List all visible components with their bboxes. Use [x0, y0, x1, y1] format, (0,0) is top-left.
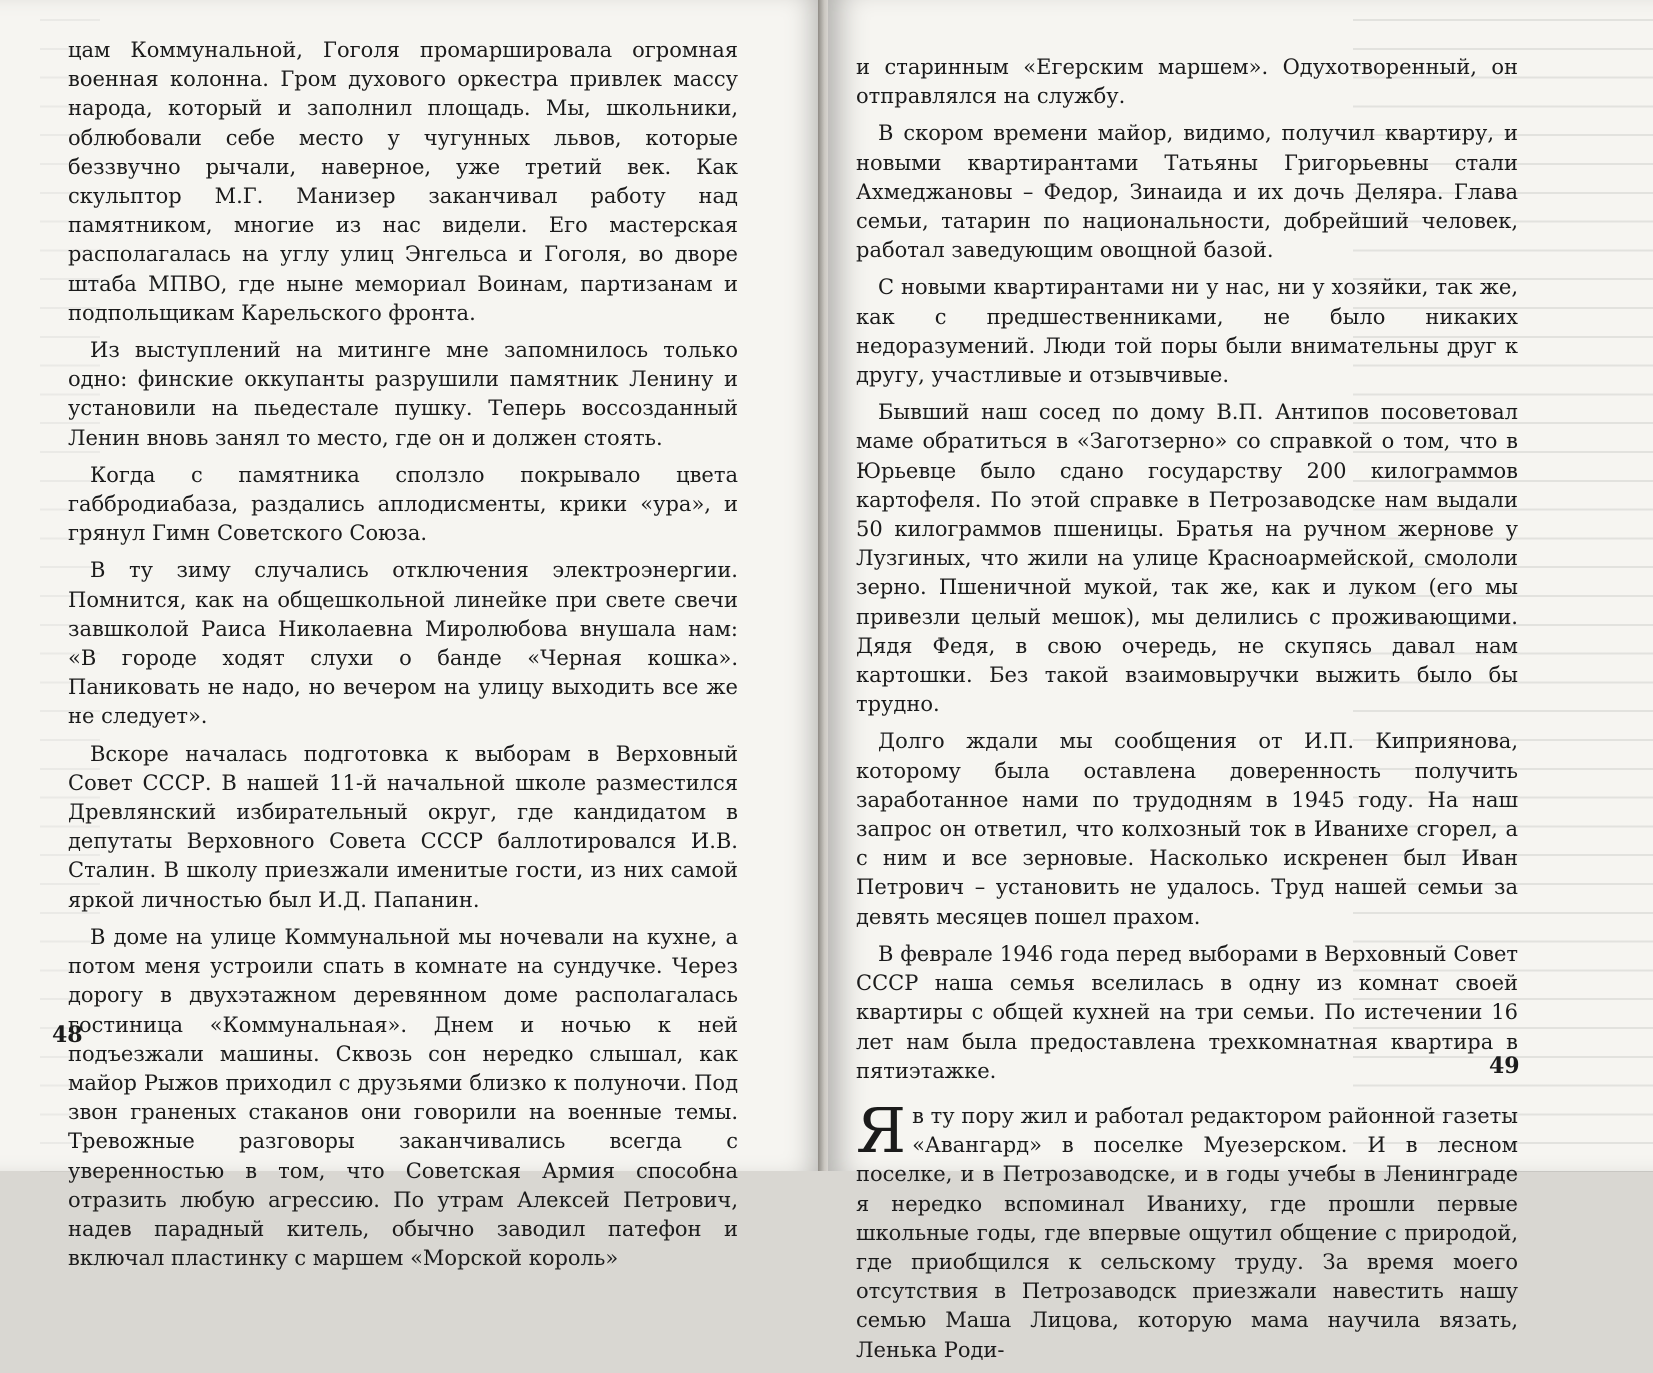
paragraph: Когда с памятника сползло покрывало цвета габбродиабаза, раздались аплодисменты, крики «ура», и грянул Гимн Советского Союза. [68, 462, 738, 546]
paragraph: В ту зиму случались отключения электроэнергии. Помнится, как на общешкольной линейке при свете свечи завшколой Раиса Николаевна Миролюбова внушала нам: «В городе ходят слухи о банде «Черная кошка». Паниковать не надо, но вечером на улицу выходить все же не следует». [68, 558, 738, 729]
paragraph: Из выступлений на митинге мне запомнилось только одно: финские оккупанты разрушили памятник Ленину и установили на пьедестале пушку. Теперь воссозданный Ленин вновь занял то место, где он и должен стоять. [68, 338, 738, 450]
section-text: в ту пору жил и работал редактором районной газеты «Авангард» в поселке Муезерском. И в лесном поселке, и в Петрозаводске, и в годы учебы в Ленинграде я нередко вспоминал Иваниху, где прошли первые школьные годы, где впервые ощутил общение с природой, где приобщился к сельскому труду. За время моего отсутствия в Петрозаводск приезжали навестить нашу семью Маша Лицова, которую мама научила вязать, Ленька Роди- [856, 1103, 1518, 1362]
left-page-body [68, 36, 738, 1281]
paragraph: Бывший наш сосед по дому В.П. Антипов посоветовал маме обратиться в «Заготзерно» со справкой о том, что в Юрьевце было сдано государству 200 килограммов картофеля. По этой справке в Петрозаводске нам выдали 50 килограммов пшеницы. Братья на ручном жернове у Лузгиных, что жили на улице Красноармейской, смололи зерно. Пшеничной мукой, так же, как и луком (его мы привезли целый мешок), мы делились с проживающими. Дядя Федя, в свою очередь, не скупясь давал нам картошки. Без такой взаимовыручки выжить было бы трудно. [856, 400, 1518, 717]
section-paragraph [856, 1093, 1518, 1365]
paragraph: В доме на улице Коммунальной мы ночевали на кухне, а потом меня устроили спать в комнате на сундучке. Через дорогу в двухэтажном деревянном доме располагалась гостиница «Коммунальная». Днем и ночью к ней подъезжали машины. Сквозь сон нередко слышал, как майор Рыжов приходил с друзьями близко к полуночи. Под звон граненых стаканов они говорили на военные темы. Тревожные разговоры заканчивались всегда с уверенностью в том, что Советская Армия способна отразить любую агрессию. По утрам Алексей Петрович, надев парадный китель, обычно заводил патефон и включал пластинку с маршем «Морской король» [68, 924, 738, 1271]
paragraph: В феврале 1946 года перед выборами в Верховный Совет СССР наша семья вселилась в одну из комнат своей квартиры с общей кухней на три семьи. По истечении 16 лет нам была предоставлена трехкомнатная квартира в пятиэтажке. [856, 941, 1518, 1083]
paragraph: и старинным «Егерским маршем». Одухотворенный, он отправлялся на службу. [856, 55, 1518, 109]
page-number-right: 49 [1489, 1053, 1520, 1079]
page-number-left: 48 [52, 1022, 83, 1048]
paragraph: Долго ждали мы сообщения от И.П. Киприянова, которому была оставлена доверенность получить заработанное нами по трудодням в 1945 году. На наш запрос он ответил, что колхозный ток в Иванихе сгорел, а с ним и все зерновые. Насколько искренен был Иван Петрович – установить не удалось. Труд нашей семьи за девять месяцев пошел прахом. [856, 729, 1518, 929]
left-page [0, 0, 822, 1271]
right-page-body [856, 53, 1518, 1373]
drop-cap: Я [856, 1093, 907, 1167]
paragraph: Вскоре началась подготовка к выборам в Верховный Совет СССР. В нашей 11-й начальной школе разместился Древлянский избирательный округ, где кандидатом в депутаты Верховного Совета СССР баллотировался И.В. Сталин. В школу приезжали именитые гости, из них самой яркой личностью был И.Д. Папанин. [68, 741, 738, 912]
paragraph: цам Коммунальной, Гоголя промаршировала огромная военная колонна. Гром духового оркестра привлек массу народа, который и заполнил площадь. Мы, школьники, облюбовали себе место у чугунных львов, которые беззвучно рычали, наверное, уже третий век. Как скульптор М.Г. Манизер заканчивал работу над памятником, многие из нас видели. Его мастерская располагалась на углу улиц Энгельса и Гоголя, во дворе штаба МПВО, где ныне мемориал Воинам, партизанам и подпольщикам Карельского фронта. [68, 38, 738, 325]
paragraph: С новыми квартирантами ни у нас, ни у хозяйки, так же, как с предшественниками, не было никаких недоразумений. Люди той поры были внимательны друг к другу, участливые и отзывчивые. [856, 275, 1518, 388]
paragraph: В скором времени майор, видимо, получил квартиру, и новыми квартирантами Татьяны Григорьевны стали Ахмеджановы – Федор, Зинаида и их дочь Деляра. Глава семьи, татарин по национальности, добрейший человек, работал заведующим овощной базой. [856, 121, 1518, 263]
